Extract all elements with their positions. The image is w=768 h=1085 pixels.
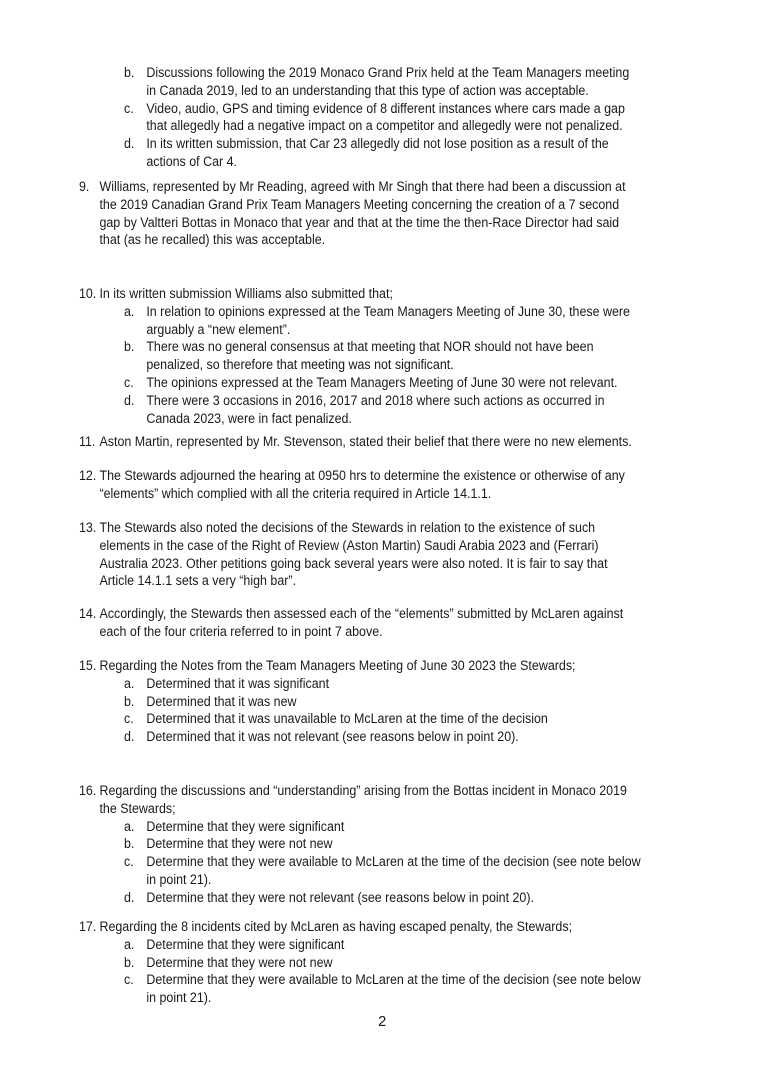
sub-item-letter: b. (124, 693, 135, 709)
sub-item-text (146, 675, 329, 693)
text-line: In its written submission Williams also submitted that; (99, 286, 393, 301)
sub-item-letter: d. (124, 136, 135, 152)
text-line: Video, audio, GPS and timing evidence of 8 different instances where cars made a gap (146, 100, 625, 116)
text-line: the Stewards; (99, 800, 176, 816)
text-line: Regarding the Notes from the Team Managers Meeting of June 30 2023 the Stewards; (99, 658, 576, 673)
text-line: In relation to opinions expressed at the Team Managers Meeting of June 30, these were (146, 303, 630, 319)
text-line: in point 21). (146, 871, 212, 887)
text-line: There were 3 occasions in 2016, 2017 and 2018 where such actions as occurred in (146, 392, 605, 408)
text-line: Regarding the 8 incidents cited by McLaren as having escaped penalty, the Stewards; (99, 919, 573, 934)
text-line: in point 21). (146, 990, 212, 1006)
sub-item-letter: a. (124, 818, 135, 834)
paragraph-number: 16. (79, 783, 97, 798)
paragraph-number: 17. (79, 919, 97, 934)
text-line: that allegedly had a negative impact on a competitor and allegedly were not penalized. (146, 118, 623, 134)
text-line: Determine that they were available to McLaren at the time of the decision (see note below (146, 972, 641, 988)
text-line: Williams, represented by Mr Reading, agreed with Mr Singh that there had been a discussion at (99, 179, 626, 194)
text-line: Determined that it was not relevant (see reasons below in point 20). (146, 729, 519, 745)
sub-item-text (146, 338, 593, 374)
sub-item-text (146, 392, 604, 428)
paragraph-number: 15. (79, 658, 97, 673)
sub-item-text (146, 835, 332, 853)
paragraph-text (99, 605, 623, 641)
paragraph-text (99, 782, 627, 818)
text-line: Discussions following the 2019 Monaco Grand Prix held at the Team Managers meeting (146, 65, 630, 80)
text-line: Article 14.1.1 sets a very “high bar”. (99, 573, 297, 589)
text-line: Aston Martin, represented by Mr. Stevenson, stated their belief that there were no new elements. (99, 434, 632, 449)
paragraph-number: 13. (79, 520, 97, 535)
sub-item-letter: a. (124, 936, 135, 952)
text-line: that (as he recalled) this was acceptable. (99, 232, 326, 248)
sub-item-text (146, 303, 630, 339)
sub-item-letter: c. (124, 375, 134, 390)
sub-item-text (146, 100, 625, 136)
paragraph-text (99, 178, 625, 249)
text-line: gap by Valtteri Bottas in Monaco that year and that at the time the then-Race Director had said (99, 214, 620, 230)
sub-item-letter: b. (124, 836, 135, 852)
text-line: Determine that they were significant (146, 936, 345, 952)
paragraph-number: 14. (79, 606, 97, 621)
sub-item-text (146, 374, 617, 392)
text-line: arguably a “new element”. (146, 321, 291, 337)
paragraph-number: 10. (79, 286, 97, 301)
text-line: Determine that they were not new (146, 954, 333, 970)
sub-item-letter: a. (124, 675, 135, 691)
text-line: “elements” which complied with all the criteria required in Article 14.1.1. (99, 485, 492, 501)
sub-item-text (146, 710, 547, 728)
text-line: the 2019 Canadian Grand Prix Team Managers Meeting concerning the creation of a 7 second (99, 196, 620, 212)
text-line: The Stewards also noted the decisions of the Stewards in relation to the existence of such (99, 520, 596, 535)
sub-item-letter: a. (124, 303, 135, 319)
text-line: The opinions expressed at the Team Managers Meeting of June 30 were not relevant. (146, 375, 618, 390)
text-line: Determine that they were not new (146, 836, 333, 852)
sub-item-letter: c. (124, 972, 134, 988)
text-line: in Canada 2019, led to an understanding that this type of action was acceptable. (146, 82, 589, 98)
text-line: each of the four criteria referred to in point 7 above. (99, 623, 383, 639)
text-line: penalized, so therefore that meeting was not significant. (146, 357, 454, 373)
page-number: 2 (378, 1013, 387, 1030)
sub-item-text (146, 818, 344, 836)
sub-item-text (146, 135, 608, 171)
sub-item-letter: d. (124, 889, 135, 905)
text-line: Determined that it was unavailable to McLaren at the time of the decision (146, 711, 548, 727)
paragraph-text (99, 657, 575, 675)
sub-item-letter: b. (124, 65, 135, 80)
paragraph-text (99, 433, 631, 451)
text-line: Regarding the discussions and “understanding” arising from the Bottas incident in Monaco 2019 (99, 783, 627, 798)
paragraph-text (99, 519, 607, 590)
paragraph-number: 12. (79, 468, 97, 483)
text-line: There was no general consensus at that meeting that NOR should not have been (146, 339, 594, 355)
text-line: Determined that it was significant (146, 675, 330, 691)
text-line: Canada 2023, were in fact penalized. (146, 410, 352, 426)
sub-item-letter: d. (124, 729, 135, 745)
text-line: elements in the case of the Right of Review (Aston Martin) Saudi Arabia 2023 and (Ferrari) (99, 537, 599, 553)
paragraph-number: 11. (79, 434, 96, 449)
sub-item-text (146, 936, 344, 954)
text-line: Determined that it was new (146, 693, 297, 709)
sub-item-letter: c. (124, 711, 134, 727)
sub-item-text (146, 728, 518, 746)
text-line: In its written submission, that Car 23 allegedly did not lose position as a result of the (146, 136, 609, 152)
text-line: Determine that they were available to McLaren at the time of the decision (see note below (146, 854, 641, 870)
text-line: Australia 2023. Other petitions going back several years were also noted. It is fair to say that (99, 555, 608, 571)
text-line: The Stewards adjourned the hearing at 0950 hrs to determine the existence or otherwise of any (99, 468, 625, 483)
paragraph-text (99, 467, 624, 503)
text-line: Determine that they were significant (146, 818, 345, 834)
sub-item-text (146, 693, 296, 711)
sub-item-text (146, 971, 640, 1007)
paragraph-text (99, 285, 392, 303)
paragraph-number: 9. (79, 179, 90, 194)
text-line: Accordingly, the Stewards then assessed each of the “elements” submitted by McLaren against (99, 606, 624, 621)
sub-item-text (146, 64, 629, 100)
sub-item-text (146, 889, 534, 907)
sub-item-letter: d. (124, 392, 135, 408)
text-line: actions of Car 4. (146, 153, 238, 169)
sub-item-text (146, 954, 332, 972)
sub-item-text (146, 853, 640, 889)
sub-item-letter: b. (124, 954, 135, 970)
sub-item-letter: c. (124, 100, 134, 116)
paragraph-text (99, 918, 572, 936)
sub-item-letter: c. (124, 854, 134, 870)
text-line: Determine that they were not relevant (see reasons below in point 20). (146, 889, 534, 905)
sub-item-letter: b. (124, 339, 135, 355)
